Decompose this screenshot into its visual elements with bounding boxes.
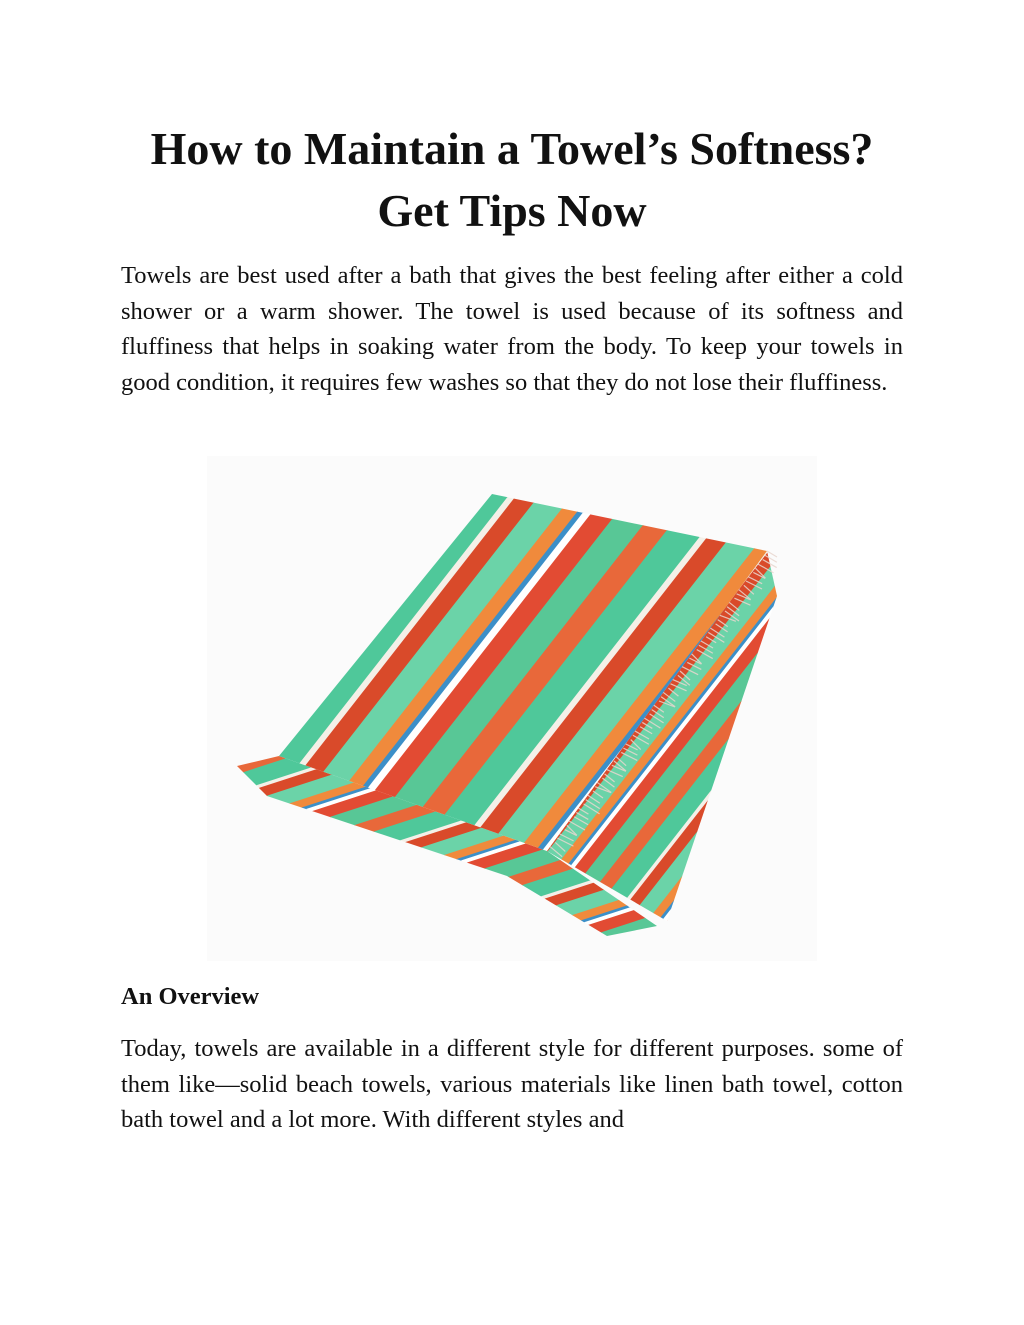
page-title (100, 118, 924, 242)
towel-stripe (207, 923, 817, 961)
title-line-2: Get Tips Now (377, 185, 647, 236)
section-heading: An Overview (121, 983, 260, 1010)
title-line-1: How to Maintain a Towel’s Softness? (150, 123, 874, 174)
towel-image (207, 456, 817, 961)
towel-stripe (207, 956, 817, 961)
towel-stripe (207, 935, 817, 961)
towel-stripe (207, 896, 817, 961)
section-paragraph: Today, towels are available in a different style for different purposes. some of them like—solid beach towels, various materials like linen bath towel, cotton bath towel and a lot more. With different styles and (121, 1035, 903, 1134)
towel-stripe (207, 959, 817, 961)
towel-stripe (207, 867, 817, 961)
towel-stripe (207, 949, 817, 961)
towel-stripe (207, 870, 817, 961)
folded-towel-illustration (207, 456, 817, 961)
towel-stripe (207, 926, 817, 961)
fringe-thread (767, 551, 777, 557)
towel-stripe (207, 881, 817, 961)
intro-paragraph: Towels are best used after a bath that gives the best feeling after either a cold shower or a warm shower. The towel is used because of its softness and fluffiness that helps in soaking water from the body. To keep your towels in good condition, it requires few washes so that they do not lose their fluffiness. (121, 262, 903, 396)
towel-stripe (207, 907, 817, 961)
